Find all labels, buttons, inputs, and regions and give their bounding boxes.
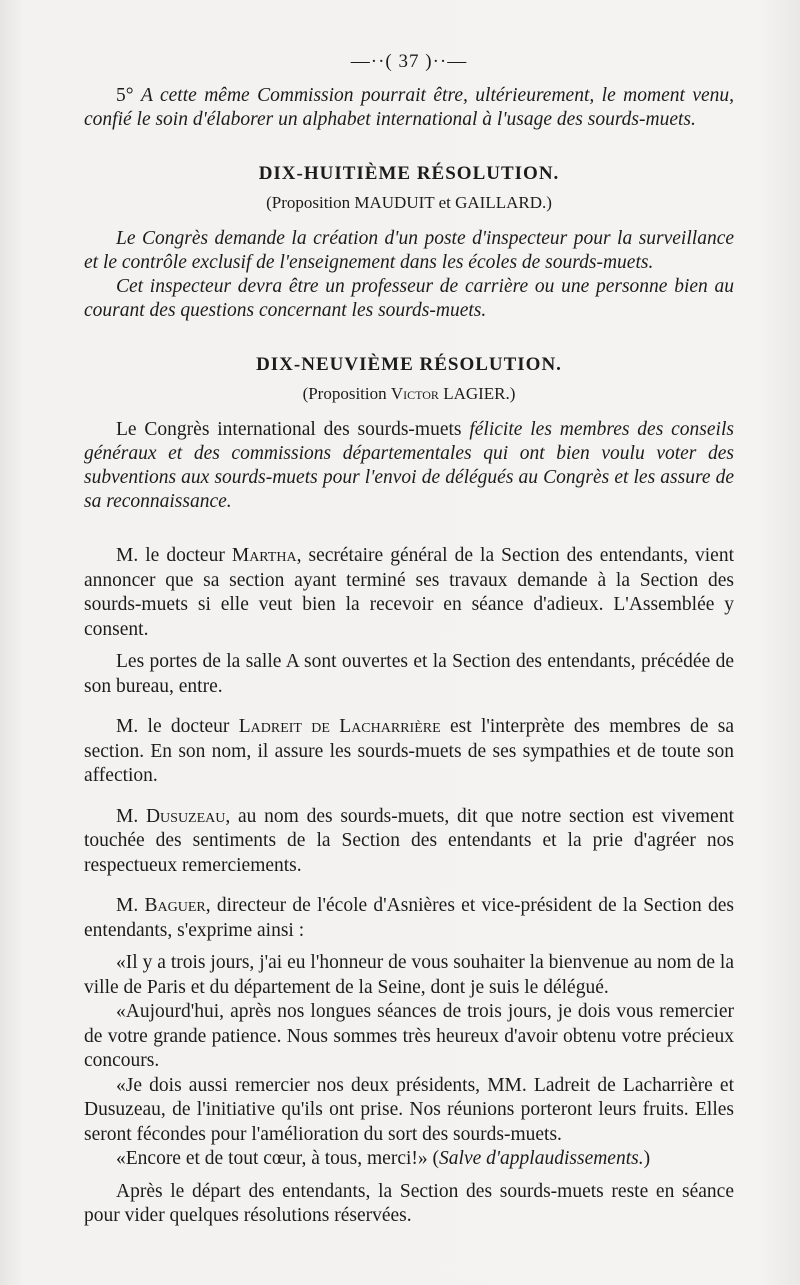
p3-rest: est l'interprète des membres de sa section. En son nom, il assure les sourds-muets de ses sympathies et de toute son affection.: [84, 716, 734, 786]
item-5-text: A cette même Commission pourrait être, ultérieurement, le moment venu, confié le soin d'élaborer un alphabet international à l'usage des sourds-muets.: [84, 85, 735, 130]
p1-lead: M. le docteur: [116, 545, 232, 566]
p1-name: Martha: [231, 545, 297, 566]
q4-lead: «Encore et de tout cœur, à tous, merci!» (: [116, 1148, 440, 1169]
paragraph-ladreit: [84, 715, 734, 789]
quote-paragraph-3: «Je dois aussi remercier nos deux présidents, MM. Ladreit de Lacharrière et Dusuzeau, de l'initiative qu'ils ont prise. Nos réunions porteront leurs fruits. Elles seront fécondes pour l'amélioration du sort des sourds-muets.: [84, 1074, 734, 1145]
resolution-18-title: DIX-HUITIÈME RÉSOLUTION.: [258, 163, 560, 184]
p3-name: Ladreit de Lacharrière: [238, 716, 441, 737]
paragraph-portes: Les portes de la salle A sont ouvertes et la Section des entendants, précédée de son bureau, entre.: [84, 651, 734, 697]
proposition-prefix: (Proposition: [302, 384, 391, 403]
p1-rest: , secrétaire général de la Section des entendants, vient annoncer que sa section ayant terminé ses travaux demande à la Section des sourds-muets si elle veut bien la recevoir en séance d'adieux. L'Assemblée y consent.: [84, 545, 734, 640]
p5-lead: M.: [116, 895, 145, 916]
quote-paragraph-4: [84, 1147, 734, 1172]
p4-lead: M.: [116, 805, 146, 827]
p5-rest: , directeur de l'école d'Asnières et vice-président de la Section des entendants, s'exprime ainsi :: [84, 895, 734, 941]
paragraph-dusuzeau: [84, 805, 734, 879]
p3-lead: M. le docteur: [116, 716, 239, 737]
resolution-19-italic-text: félicite les membres des conseils généraux et des commissions départementales qui ont bien voulu voter des subventions aux sourds-muets pour l'envoi de délégués au Congrès et les assure de sa reconnaissance.: [84, 419, 734, 512]
proposition-suffix: LAGIER.): [438, 384, 516, 403]
p4-rest: , au nom des sourds-muets, dit que notre section est vivement touchée des sentiments de la Section des entendants et la prie d'agréer nos respectueux remerciements.: [84, 805, 734, 876]
p4-name: Dusuzeau: [145, 805, 226, 827]
paragraph-depart: Après le départ des entendants, la Section des sourds-muets reste en séance pour vider quelques résolutions réservées.: [84, 1180, 734, 1226]
resolution-19-paragraph: [84, 418, 734, 514]
resolution-19-title: DIX-NEUVIÈME RÉSOLUTION.: [256, 354, 562, 375]
page-number: —··( 37 )··—: [350, 51, 468, 72]
page-content: [84, 50, 734, 1229]
quote-paragraph-2: «Aujourd'hui, après nos longues séances de trois jours, je dois vous remercier de votre grande patience. Nous sommes très heureux d'avoir obtenu votre précieux concours.: [84, 1001, 734, 1071]
resolution-19-roman-text: Le Congrès international des sourds-muets: [116, 419, 470, 440]
p5-name: Baguer: [144, 895, 206, 916]
resolution-18-paragraph-2: Cet inspecteur devra être un professeur de carrière ou une personne bien au courant des questions concernant les sourds-muets.: [84, 276, 734, 321]
proposition-name: Victor: [390, 384, 439, 403]
paragraph-martha: [84, 544, 734, 642]
resolution-19-proposition: [84, 382, 734, 406]
paragraph-baguer: [84, 894, 734, 943]
quote-paragraph-1: «Il y a trois jours, j'ai eu l'honneur de vous souhaiter la bienvenue au nom de la ville de Paris et du département de la Seine, dont je suis le délégué.: [84, 952, 734, 998]
item-5-paragraph: [84, 84, 734, 132]
q4-close: ): [643, 1148, 651, 1169]
q4-applause: Salve d'applaudissements.: [439, 1148, 644, 1169]
resolution-18-proposition: (Proposition MAUDUIT et GAILLARD.): [266, 193, 552, 212]
resolution-18-paragraph-1: Le Congrès demande la création d'un poste d'inspecteur pour la surveillance et le contrôle exclusif de l'enseignement dans les écoles de sourds-muets.: [84, 228, 734, 273]
item-5-number: 5°: [116, 85, 134, 106]
